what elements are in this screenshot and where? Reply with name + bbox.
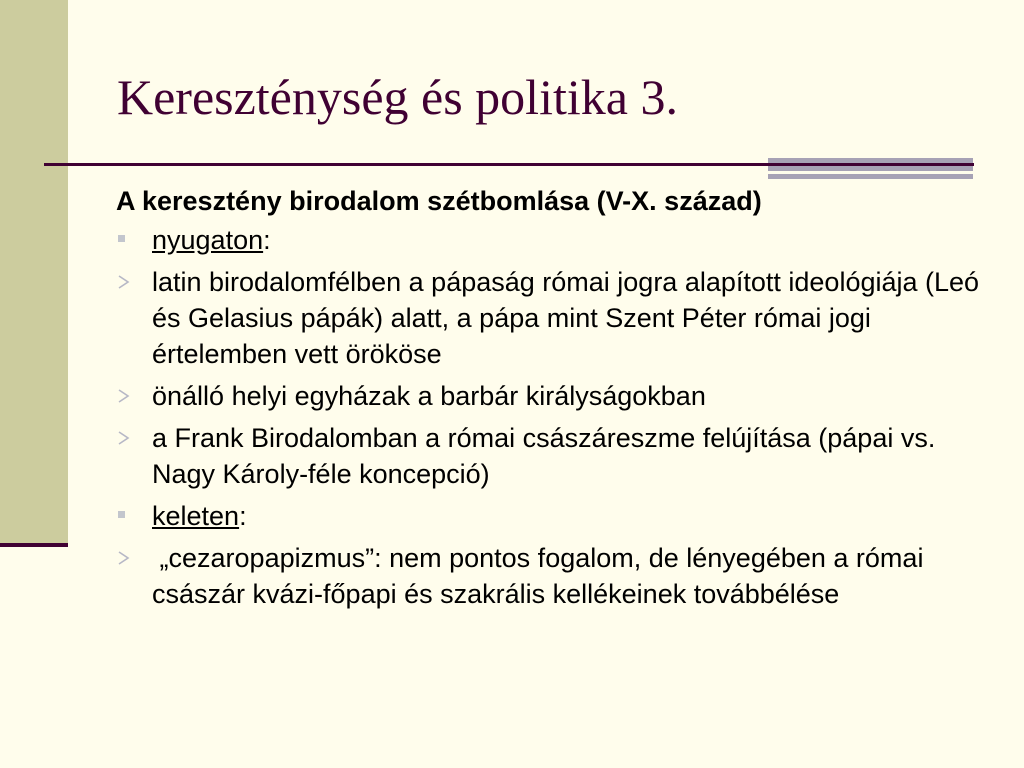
sub-bullet-text: önálló helyi egyházak a barbár királyságokban: [152, 381, 706, 411]
bullet-label-colon: :: [239, 501, 247, 531]
bullet-item-nyugaton: [116, 222, 996, 258]
sub-bullet-item: [116, 420, 996, 492]
left-decorative-band: [0, 0, 68, 545]
square-bullet-icon: [116, 498, 136, 534]
sub-bullet-text: „cezaropapizmus”: nem pontos fogalom, de lényegében a római császár kvázi-főpapi és szakrális kellékeinek továbbélése: [152, 543, 931, 609]
bullet-item-keleten: [116, 498, 996, 534]
sub-bullet-text: latin birodalomfélben a pápaság római jogra alapított ideológiája (Leó és Gelasius pápák) alatt, a pápa mint Szent Péter római jogi értelemben vett örököse: [152, 267, 980, 369]
arrow-bullet-icon: [116, 420, 136, 456]
sub-bullet-item: [116, 264, 996, 372]
sub-bullet-item: [116, 378, 996, 414]
accent-bars: [768, 158, 973, 180]
arrow-bullet-icon: [116, 540, 136, 576]
sub-bullet-text: a Frank Birodalomban a római császáreszme felújítása (pápai vs. Nagy Károly-féle koncepció): [152, 423, 936, 489]
arrow-bullet-icon: [116, 378, 136, 414]
slide-title: Kereszténység és politika 3.: [117, 69, 678, 125]
square-bullet-icon: [116, 222, 136, 258]
slide-body: [116, 181, 996, 618]
bullet-label-colon: :: [263, 225, 271, 255]
slide-subheading: A keresztény birodalom szétbomlása (V-X. század): [116, 186, 762, 216]
accent-bar: [768, 174, 973, 179]
accent-bar: [768, 158, 973, 163]
sub-bullet-item: [116, 540, 996, 612]
accent-bar: [768, 166, 973, 171]
arrow-bullet-icon: [116, 264, 136, 300]
left-divider: [0, 543, 68, 547]
bullet-label: nyugaton: [152, 225, 264, 255]
bullet-label: keleten: [152, 501, 240, 531]
